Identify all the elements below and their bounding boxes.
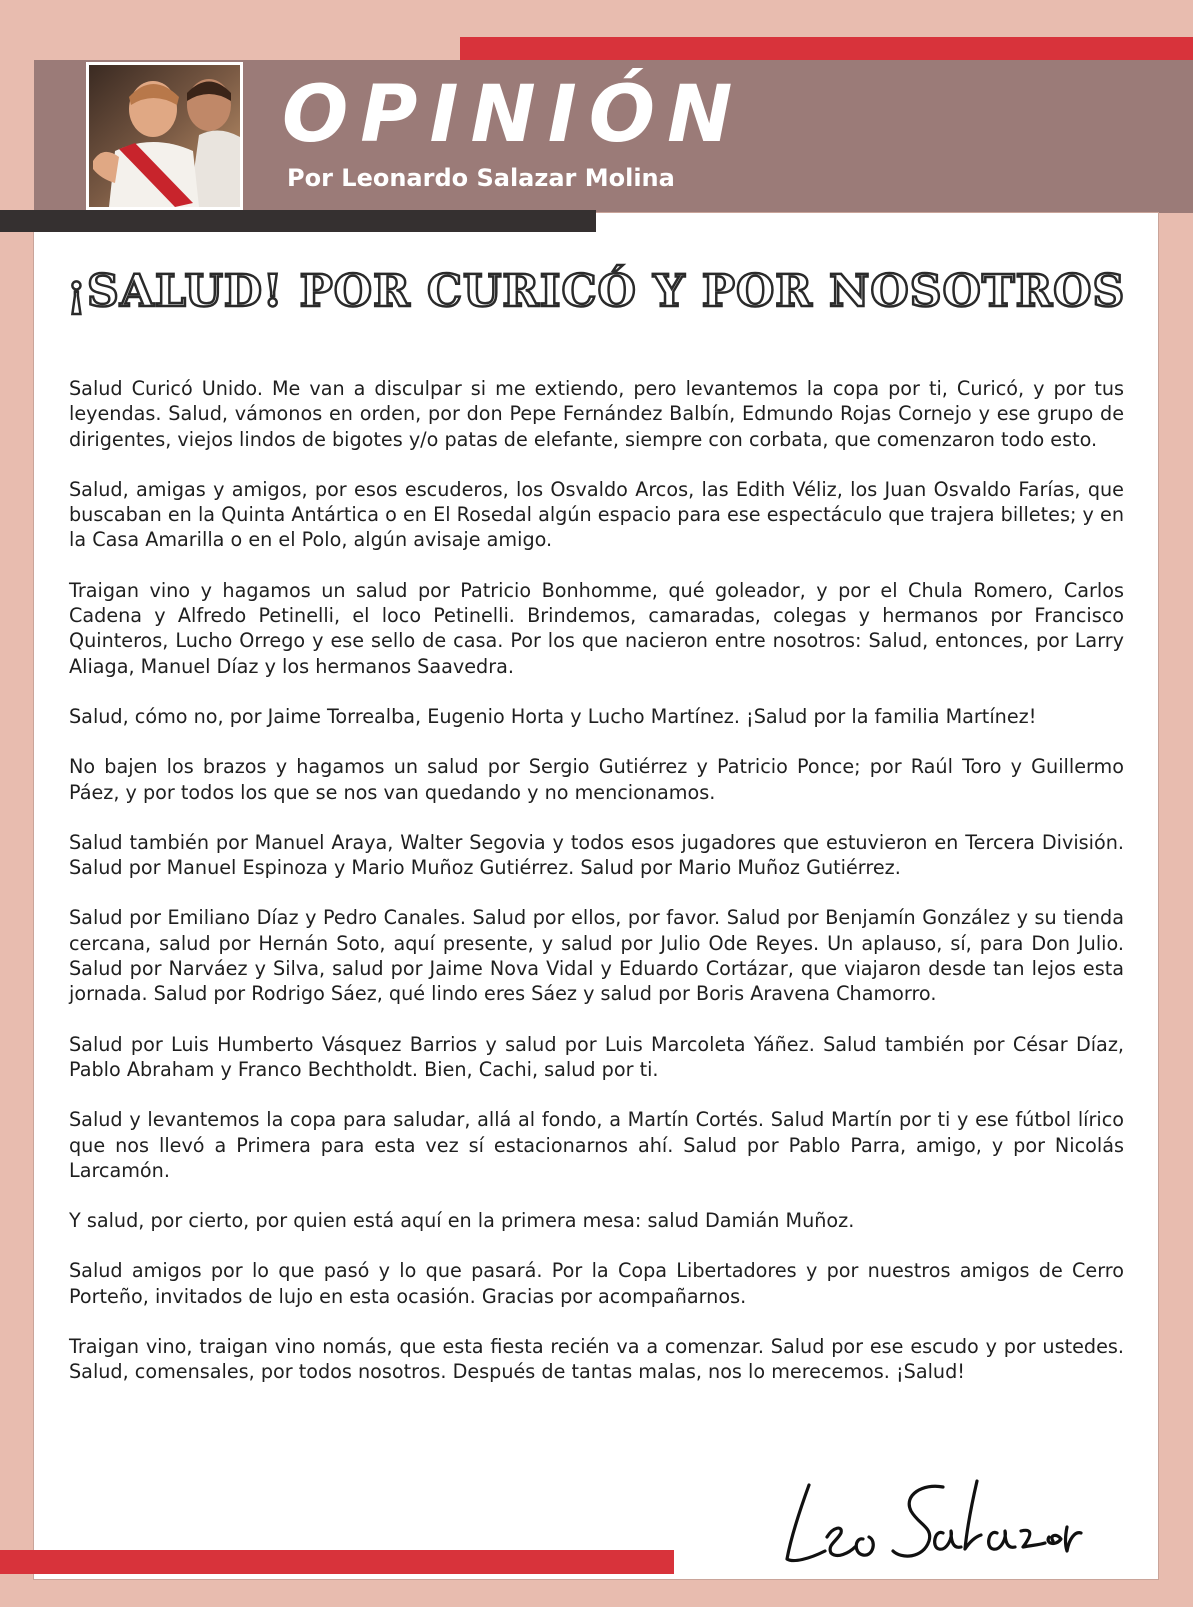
section-title: OPINIÓN [282,70,745,160]
article-paragraph: Traigan vino y hagamos un salud por Patricio Bonhomme, qué goleador, y por el Chula Romero, Carlos Cadena y Alfredo Petinelli, el loco Petinelli. Brindemos, camaradas, colegas y hermanos por Francisco Quinteros, Lucho Orrego y ese sello de casa. Por los que nacieron entre nosotros: Salud, entonces, por Larry Aliaga, Manuel Díaz y los hermanos Saavedra. [69,578,1124,678]
dark-accent-bar [0,210,596,232]
article-paragraph: Y salud, por cierto, por quien está aquí en la primera mesa: salud Damián Muñoz. [69,1209,855,1233]
article-paragraph: Salud también por Manuel Araya, Walter Segovia y todos esos jugadores que estuvieron en Tercera División. Salud por Manuel Espinoza y Mario Muñoz Gutiérrez. Salud por Mario Muñoz Gutiérrez. [69,830,1124,880]
article-paragraph: Salud Curicó Unido. Me van a disculpar si me extiendo, pero levantemos la copa por ti, Curicó, y por tus leyendas. Salud, vámonos en orden, por don Pepe Fernández Balbín, Edmundo Rojas Cornejo y ese grupo de dirigentes, viejos lindos de bigotes y/o patas de elefante, siempre con corbata, que comenzaron todo esto. [69,377,1124,451]
article-paragraph: Salud por Emiliano Díaz y Pedro Canales. Salud por ellos, por favor. Salud por Benjamín González y su tienda cercana, salud por Hernán Soto, aquí presente, y salud por Julio Ode Reyes. Un aplauso, sí, para Don Julio. Salud por Narváez y Silva, salud por Jaime Nova Vidal y Eduardo Cortázar, que viajaron desde tan lejos esta jornada. Salud por Rodrigo Sáez, qué lindo eres Sáez y salud por Boris Aravena Chamorro. [69,906,1124,1006]
author-photo-image [89,65,240,207]
signature-icon [783,1467,1083,1577]
bottom-red-accent-bar [0,1550,674,1574]
article-paragraph: Salud, cómo no, por Jaime Torrealba, Eugenio Horta y Lucho Martínez. ¡Salud por la familia Martínez! [69,704,1037,728]
article-headline: ¡SALUD! POR CURICÓ Y POR NOSOTROS [66,266,1126,317]
article-paragraph: Traigan vino, traigan vino nomás, que esta fiesta recién va a comenzar. Salud por ese escudo y por ustedes. Salud, comensales, por todos nosotros. Después de tantas malas, nos lo merecemos. ¡Salud! [69,1335,1124,1384]
article-paragraph: Salud, amigas y amigos, por esos escuderos, los Osvaldo Arcos, las Edith Véliz, los Juan Osvaldo Farías, que buscaban en la Quinta Antártica o en El Rosedal algún espacio para ese espectáculo que trajera billetes; y en la Casa Amarilla o en el Polo, algún avisaje amigo. [69,477,1124,552]
author-photo [86,62,243,210]
article-paragraph: Salud y levantemos la copa para saludar, allá al fondo, a Martín Cortés. Salud Martín por ti y ese fútbol lírico que nos llevó a Primera para esta vez sí estacionarnos ahí. Salud por Pablo Parra, amigo, y por Nicolás Larcamón. [69,1108,1124,1182]
article-paragraph: Salud amigos por lo que pasó y lo que pasará. Por la Copa Libertadores y por nuestros amigos de Cerro Porteño, invitados de lujo en esta ocasión. Gracias por acompañarnos. [69,1259,1124,1308]
article-paragraph: Salud por Luis Humberto Vásquez Barrios y salud por Luis Marcoleta Yáñez. Salud también por César Díaz, Pablo Abraham y Franco Bechtholdt. Bien, Cachi, salud por ti. [69,1032,1124,1081]
article-body [69,376,1124,1410]
author-signature [783,1467,1083,1577]
byline: Por Leonardo Salazar Molina [287,164,675,192]
article-paragraph: No bajen los brazos y hagamos un salud por Sergio Gutiérrez y Patricio Ponce; por Raúl Toro y Guillermo Páez, y por todos los que se nos van quedando y no mencionamos. [69,755,1124,804]
